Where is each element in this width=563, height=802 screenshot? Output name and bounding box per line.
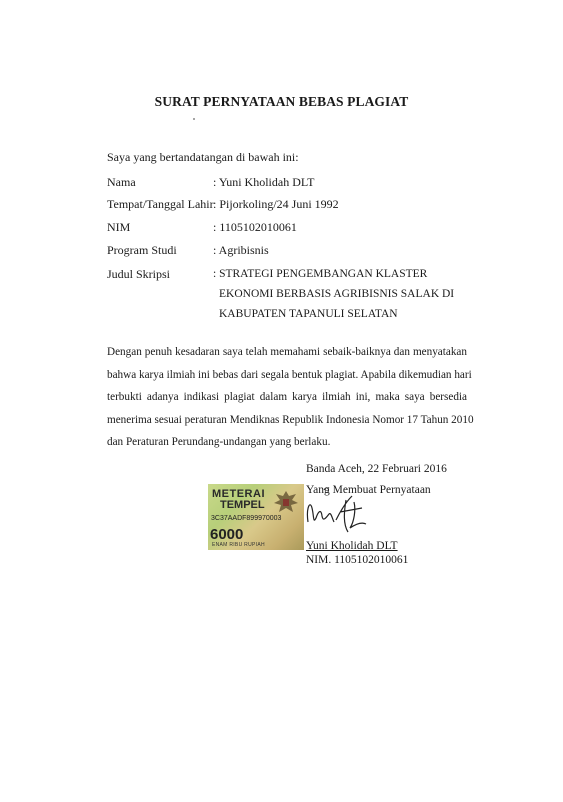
field-label-nim: NIM: [107, 220, 131, 234]
meterai-stamp: [208, 484, 304, 550]
field-value-ttl: : Pijorkoling/24 Juni 1992: [213, 197, 339, 211]
signer-name: Yuni Kholidah DLT: [306, 540, 398, 552]
field-label-nama: Nama: [107, 175, 136, 189]
stamp-line2: TEMPEL: [220, 499, 265, 511]
stamp-subtext: ENAM RIBU RUPIAH: [212, 542, 265, 548]
paragraph-line: bahwa karya ilmiah ini bebas dari segala bentuk plagiat. Apabila dikemudian hari: [107, 368, 472, 381]
field-label-ttl: Tempat/Tanggal Lahir: [107, 197, 214, 211]
handwritten-signature-icon: [296, 478, 386, 548]
field-value-judul: : STRATEGI PENGEMBANGAN KLASTER: [213, 268, 428, 280]
intro-text: Saya yang bertandatangan di bawah ini:: [107, 150, 299, 164]
judul-line-3: KABUPATEN TAPANULI SELATAN: [219, 308, 398, 320]
place-date: Banda Aceh, 22 Februari 2016: [306, 463, 447, 475]
stamp-code: 3C37AADF899970003: [211, 515, 282, 522]
field-label-judul: Judul Skripsi: [107, 267, 171, 281]
paragraph-line: Dengan penuh kesadaran saya telah memahami sebaik-baiknya dan menyatakan: [107, 346, 467, 358]
field-value-prodi: : Agribisnis: [213, 243, 269, 257]
statement-paragraph: [107, 341, 474, 454]
judul-line-2: EKONOMI BERBASIS AGRIBISNIS SALAK DI: [219, 288, 455, 300]
field-value-nama: : Yuni Kholidah DLT: [213, 175, 315, 189]
signer-role: Yang Membuat Pernyataan: [306, 484, 431, 496]
paragraph-line: terbukti adanya indikasi plagiat dalam karya ilmiah ini, maka saya bersedia: [107, 391, 467, 403]
paragraph-line: dan Peraturan Perundang-undangan yang berlaku.: [107, 436, 331, 448]
field-label-prodi: Program Studi: [107, 243, 177, 257]
paragraph-line: menerima sesuai peraturan Mendiknas Republik Indonesia Nomor 17 Tahun 2010: [107, 413, 474, 426]
document-title: SURAT PERNYATAAN BEBAS PLAGIAT: [154, 94, 409, 109]
field-value-nim: : 1105102010061: [213, 220, 297, 234]
signer-nim: NIM. 1105102010061: [306, 554, 409, 566]
stamp-value: 6000: [210, 526, 244, 543]
stamp-line1: METERAI: [212, 488, 265, 500]
speck: [193, 118, 195, 120]
